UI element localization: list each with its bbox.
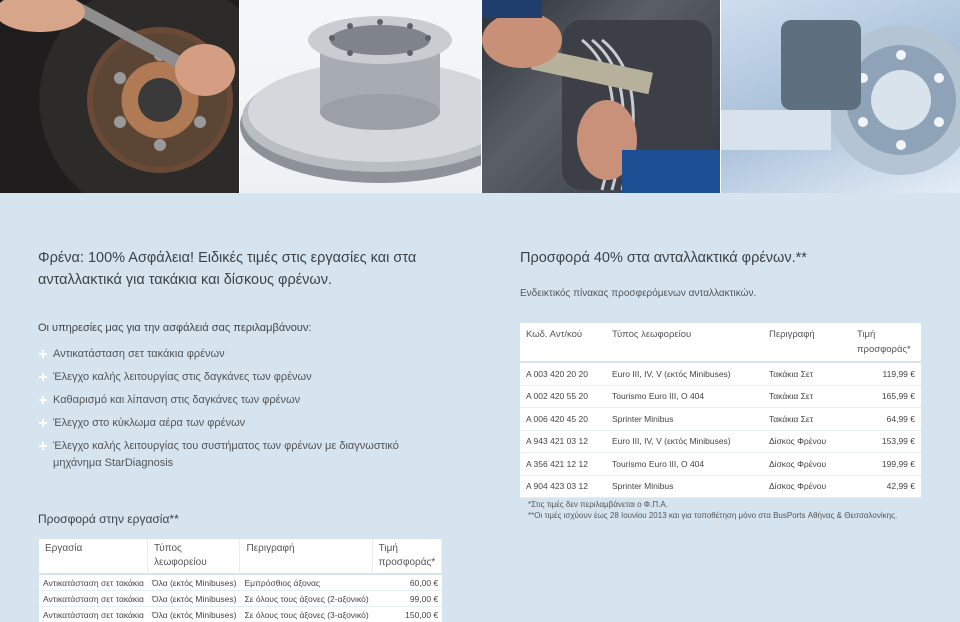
column-header-work: Εργασία [39,539,148,575]
table-row: Αντικατάσταση σετ τακάκια Όλα (εκτός Minibuses) Εμπρόσθιος άξονας 60,00 € [39,575,442,591]
parts-table [520,323,921,498]
column-header-bus-type: Τύπος λεωφορείου [606,323,763,363]
left-headline-line-1: Φρένα: 100% Ασφάλεια! Ειδικές τιμές στις εργασίες και στα [38,250,417,266]
footnotes [528,499,897,521]
table-header-row [520,323,921,363]
table-row: A 006 420 45 20 Sprinter Minibus Τακάκια Σετ 64,99 € [520,408,921,431]
table-row: A 904 423 03 12 Sprinter Minibus Δίσκος Φρένου 42,99 € [520,476,921,499]
table-row: A 356 421 12 12 Tourismo Euro III, O 404 Δίσκος Φρένου 199,99 € [520,453,921,476]
parts-table-subtitle: Ενδεικτικός πίνακας προσφερόμενων ανταλλακτικών. [520,288,757,299]
footnote-validity: **Οι τιμές ισχύουν έως 28 Ιουνίου 2013 και για τοποθέτηση μόνο στα BusPorts Αθήνας & Θεσσαλονίκης. [528,511,898,520]
mechanic-wrench-photo [0,0,239,193]
column-header-offer-price: Τιμή προσφοράς* [373,539,443,575]
column-header-bus-type: Τύπος λεωφορείου [148,539,241,575]
column-header-part-code: Κωδ. Αντ/κού [520,323,606,363]
list-item: Αντικατάσταση σετ τακάκια φρένων [38,346,438,363]
footnote-vat: *Στις τιμές δεν περιλαμβάνεται ο Φ.Π.Α. [528,500,668,509]
list-item: Έλεγχο καλής λειτουργίας του συστήματος των φρένων με διαγνωστικό μηχάνημα StarDiagnosis [38,438,438,472]
services-list [38,346,438,478]
list-item: Έλεγχο καλής λειτουργίας στις δαγκάνες των φρένων [38,369,438,386]
brake-disc-photo [240,0,481,193]
plus-bullet-icon [38,395,48,405]
services-intro: Οι υπηρεσίες μας για την ασφάλειά σας περιλαμβάνουν: [38,322,312,334]
brake-caliper-photo [721,0,960,193]
plus-bullet-icon [38,349,48,359]
photo-strip [0,0,960,193]
table-row: Αντικατάσταση σετ τακάκια Όλα (εκτός Minibuses) Σε όλους τους άξονες (3-αξονικό) 150,00 € [39,607,442,622]
table-row: A 003 420 20 20 Euro III, IV, V (εκτός Minibuses) Τακάκια Σετ 119,99 € [520,363,921,386]
column-header-description: Περιγραφή [240,539,372,575]
right-headline: Προσφορά 40% στα ανταλλακτικά φρένων.** [520,250,807,266]
table-row: A 002 420 55 20 Tourismo Euro III, O 404 Τακάκια Σετ 165,99 € [520,386,921,409]
column-header-offer-price: Τιμή προσφοράς* [851,323,921,363]
plus-bullet-icon [38,418,48,428]
labor-table [39,539,442,622]
table-row: Αντικατάσταση σετ τακάκια Όλα (εκτός Minibuses) Σε όλους τους άξονες (2-αξονικό) 99,00 € [39,591,442,607]
left-headline-line-2: ανταλλακτικά για τακάκια και δίσκους φρένων. [38,272,333,288]
left-headline [38,247,438,291]
table-row: A 943 421 03 12 Euro III, IV, V (εκτός Minibuses) Δίσκος Φρένου 153,99 € [520,431,921,454]
list-item: Έλεγχο στο κύκλωμα αέρα των φρένων [38,415,438,432]
plus-bullet-icon [38,372,48,382]
list-item: Καθαρισμό και λίπανση στις δαγκάνες των φρένων [38,392,438,409]
plus-bullet-icon [38,441,48,451]
labor-offer-title: Προσφορά στην εργασία** [38,512,179,526]
column-header-description: Περιγραφή [763,323,851,363]
brake-pad-check-photo [482,0,720,193]
table-header-row [39,539,442,575]
